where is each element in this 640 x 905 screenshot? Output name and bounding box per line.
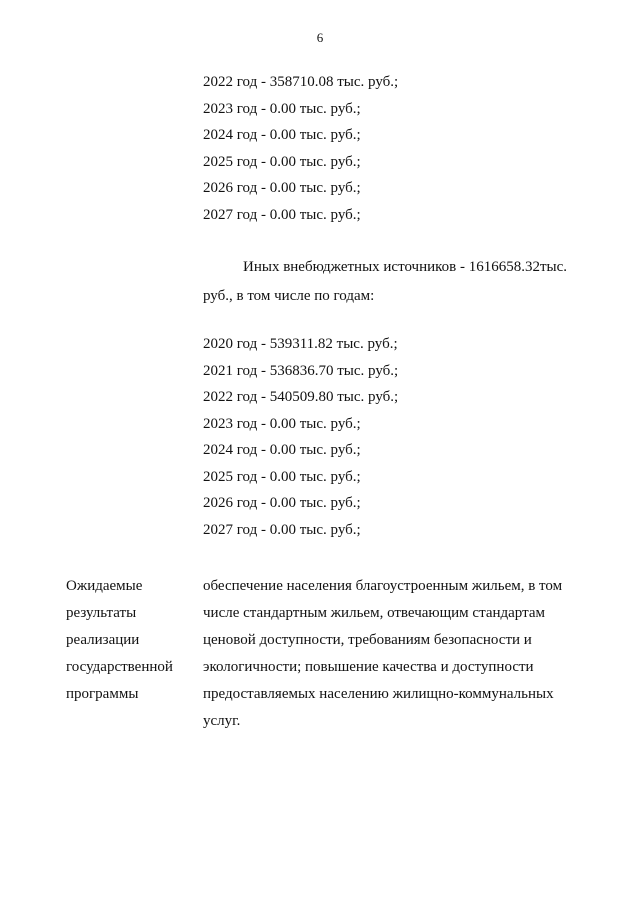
other-sources-year-line: 2021 год - 536836.70 тыс. руб.; — [203, 362, 399, 379]
expected-results-content-line: обеспечение населения благоустроенным жильем, в том — [203, 578, 563, 594]
other-sources-year-line: 2024 год - 0.00 тыс. руб.; — [203, 442, 361, 458]
expected-results-content — [203, 573, 603, 735]
financing-year-line: 2024 год - 0.00 тыс. руб.; — [203, 127, 361, 143]
financing-year-line: 2025 год - 0.00 тыс. руб.; — [203, 153, 361, 170]
financing-by-year-list — [203, 69, 398, 228]
other-sources-by-year-list — [203, 331, 398, 543]
other-sources-year-line: 2020 год - 539311.82 тыс. руб.; — [203, 336, 398, 352]
other-sources-year-line: 2023 год - 0.00 тыс. руб.; — [203, 415, 361, 432]
financing-year-line: 2026 год - 0.00 тыс. руб.; — [203, 180, 361, 196]
expected-results-label — [66, 573, 191, 708]
other-sources-year-line: 2027 год - 0.00 тыс. руб.; — [203, 521, 361, 538]
other-sources-year-line: 2025 год - 0.00 тыс. руб.; — [203, 468, 361, 485]
expected-results-content-line: предоставляемых населению жилищно-коммунальных — [203, 686, 554, 702]
financing-year-line: 2023 год - 0.00 тыс. руб.; — [203, 100, 361, 117]
other-sources-line-1: Иных внебюджетных источников - 1616658.32тыс. — [243, 259, 568, 275]
expected-results-content-line: ценовой доступности, требованиям безопасности и — [203, 632, 532, 648]
expected-results-content-line: экологичности; повышение качества и доступности — [203, 659, 534, 675]
page-number: 6 — [316, 30, 324, 45]
expected-results-label-line: результаты — [66, 605, 137, 621]
financing-year-line: 2027 год - 0.00 тыс. руб.; — [203, 206, 361, 223]
expected-results-content-line: услуг. — [203, 713, 241, 729]
other-sources-year-line: 2026 год - 0.00 тыс. руб.; — [203, 495, 361, 511]
financing-year-line: 2022 год - 358710.08 тыс. руб.; — [203, 74, 399, 90]
other-sources-paragraph — [203, 253, 603, 311]
expected-results-label-line: государственной — [66, 659, 173, 675]
expected-results-label-line: реализации — [66, 632, 140, 648]
expected-results-label-line: Ожидаемые — [66, 578, 143, 594]
other-sources-year-line: 2022 год - 540509.80 тыс. руб.; — [203, 389, 399, 405]
expected-results-label-line: программы — [66, 686, 139, 702]
expected-results-content-line: числе стандартным жильем, отвечающим стандартам — [203, 605, 545, 621]
other-sources-line-2: руб., в том числе по годам: — [203, 288, 375, 304]
